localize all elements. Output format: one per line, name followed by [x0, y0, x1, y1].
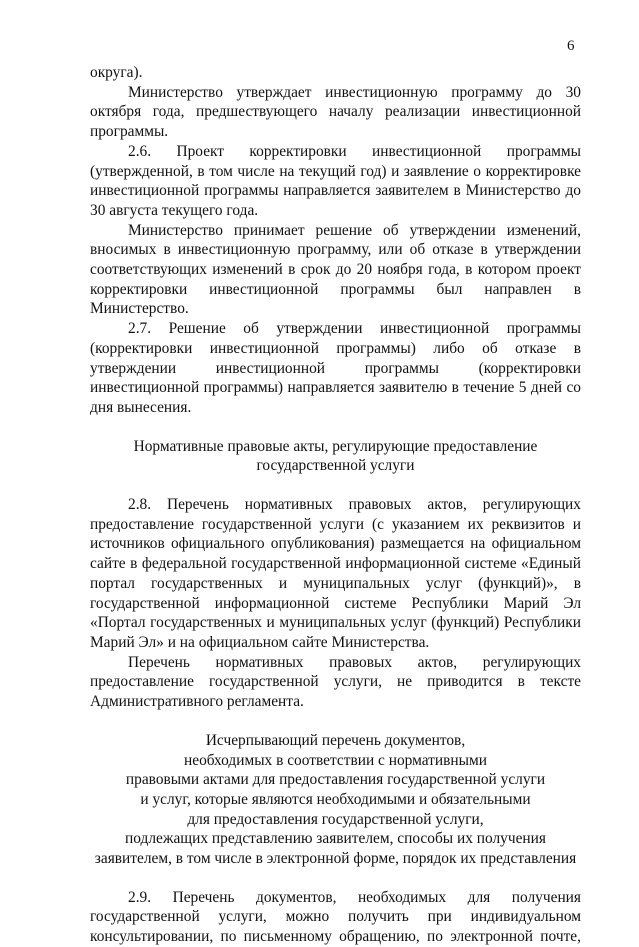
spacer	[90, 712, 581, 731]
heading-line: и услуг, которые являются необходимыми и обязательными	[140, 790, 531, 808]
document-body	[90, 63, 581, 947]
heading-line: Исчерпывающий перечень документов,	[205, 731, 466, 749]
paragraph-2-7: 2.7. Решение об утверждении инвестиционной программы (корректировки инвестиционной программы) либо об отказе в утверждении инвестиционной программы (корректировки инвестиционной программы) направляется заявителю в течение 5 дней со дня вынесения.	[90, 320, 581, 416]
spacer	[90, 476, 581, 495]
heading-line: правовыми актами для предоставления государственной услуги	[125, 771, 546, 789]
paragraph-approval-deadline: Министерство утверждает инвестиционную программу до 30 октября года, предшествующего началу реализации инвестиционной программы.	[90, 83, 581, 141]
section-heading-documents-list	[90, 731, 581, 869]
spacer	[90, 418, 581, 437]
heading-line: для предоставления государственной услуги,	[187, 810, 484, 828]
heading-line: заявителем, в том числе в электронной форме, порядок их представления	[94, 850, 577, 868]
heading-line: подлежащих представлению заявителем, способы их получения	[125, 830, 546, 848]
heading-line: государственной услуги	[256, 457, 415, 475]
heading-line: Нормативные правовые акты, регулирующие предоставление	[133, 437, 538, 455]
heading-line: необходимых в соответствии с нормативными	[184, 751, 487, 769]
paragraph-2-6: 2.6. Проект корректировки инвестиционной программы (утвержденной, в том числе на текущий год) и заявление о корректировке инвестиционной программы направляется заявителем в Министерство до 30 августа текущего года.	[90, 142, 581, 219]
paragraph-ministry-decision: Министерство принимает решение об утверждении изменений, вносимых в инвестиционную программу, или об отказе в утверждении соответствующих изменений в срок до 20 ноября года, в котором проект корректировки инвестиционной программы был направлен в Министерство.	[90, 221, 581, 318]
page-number: 6	[567, 38, 575, 54]
section-heading-normative-acts	[90, 437, 581, 476]
paragraph-continuation: округа).	[90, 64, 143, 81]
paragraph-2-9: 2.9. Перечень документов, необходимых для получения государственной услуги, можно получить при индивидуальном консультировании, по письменному обращению, по электронной почте,	[90, 888, 581, 946]
paragraph-2-8: 2.8. Перечень нормативных правовых актов, регулирующих предоставление государственной услуги (с указанием их реквизитов и источников официального опубликования) размещается на официальном сайте в федеральной государственной информационной системе «Единый портал государственных и муниципальных услуг (функций)», в государственной информационной системе Республики Марий Эл «Портал государственных и муниципальных услуг (функций) Республики Марий Эл» и на официальном сайте Министерства.	[90, 496, 581, 651]
paragraph-list-not-provided: Перечень нормативных правовых актов, регулирующих предоставление государственной услуги, не приводится в тексте Административного регламента.	[90, 653, 581, 711]
spacer	[90, 869, 581, 888]
